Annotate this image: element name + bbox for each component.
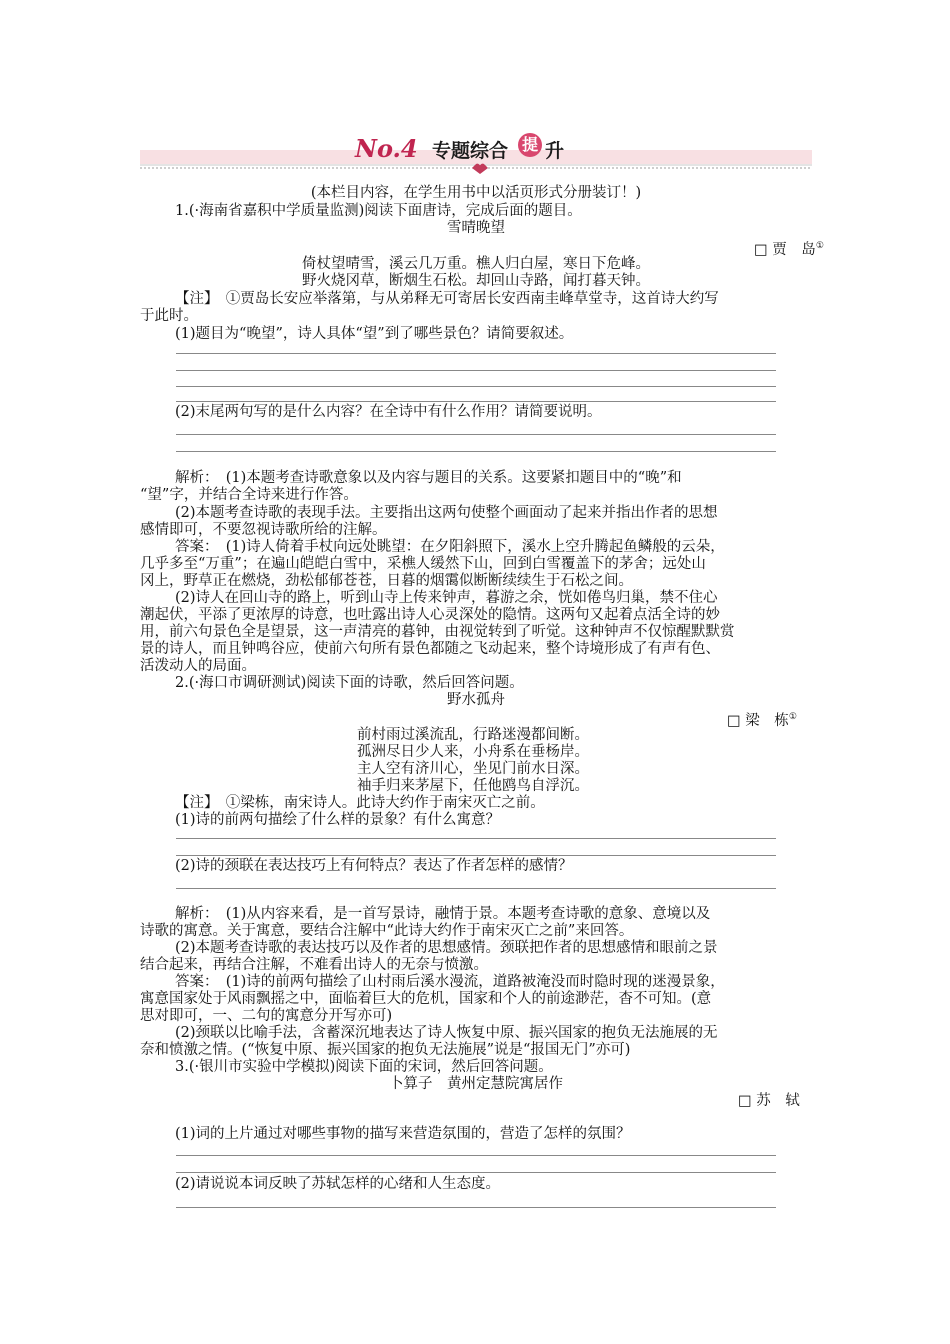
q2-answer-1: 答案： (1)诗的前两句描绘了山村雨后溪水漫流，道路被淹没而时隐时现的迷漫景象，: [175, 974, 725, 990]
q2-analysis-3: (2)本题考查诗歌的表达技巧以及作者的思想感情。颈联把作者的思想感情和眼前之景: [175, 940, 718, 956]
q1-analysis-4: 感情即可，不要忽视诗歌所给的注解。: [140, 522, 387, 538]
q1-answer-1: 答案： (1)诗人倚着手杖向远处眺望：在夕阳斜照下，溪水上空升腾起鱼鳞般的云朵，: [175, 539, 725, 555]
q2-poem-line-3: 主人空有济川心，坐见门前水日深。: [357, 761, 589, 777]
q2-answer-4: (2)颈联以比喻手法，含蓄深沉地表达了诗人恢复中原、振兴国家的抱负无法施展的无: [175, 1025, 718, 1041]
q1-answer-3: 冈上，野草正在燃烧，劲松郁郁苍苍，日暮的烟霭似断断续续生于石松之间。: [140, 573, 633, 589]
q2-analysis-4: 结合起来，再结合注解，不难看出诗人的无奈与愤激。: [140, 957, 488, 973]
answer-line: [176, 1172, 776, 1173]
section-banner: [140, 128, 812, 178]
q2-sub-question-1: (1)诗的前两句描绘了什么样的景象？有什么寓意？: [175, 812, 501, 828]
answer-line: [176, 855, 776, 856]
q1-analysis-2: “望”字，并结合全诗来进行作答。: [140, 487, 358, 503]
q2-answer-2: 寓意国家处于风雨飘摇之中，面临着巨大的危机，国家和个人的前途渺茫，杳不可知。(意: [140, 991, 712, 1007]
answer-line: [176, 1155, 776, 1156]
q1-poem-line-1: 倚杖望晴雪，溪云几万重。樵人归白屋，寒日下危峰。: [302, 256, 650, 272]
q1-answer-5: 潮起伏，平添了更浓厚的诗意，也吐露出诗人心灵深处的隐情。这两句又起着点活全诗的妙: [140, 607, 720, 623]
q1-prompt: 1.(·海南省嘉积中学质量监测)阅读下面唐诗，完成后面的题目。: [175, 203, 582, 219]
q1-sub-question-2: (2)末尾两句写的是什么内容？在全诗中有什么作用？请简要说明。: [175, 404, 602, 420]
q1-poem-title: 雪晴晚望: [447, 220, 505, 236]
banner-title-tail: 升: [545, 140, 565, 162]
q2-answer-5: 奈和愤激之情。(“恢复中原、振兴国家的抱负无法施展”说是“报国无门”亦可): [140, 1042, 631, 1058]
q3-author: □ 苏 轼: [738, 1093, 800, 1109]
q1-annotation-1: 【注】 ①贾岛长安应举落第，与从弟释无可寄居长安西南圭峰草堂寺，这首诗大约写: [175, 291, 719, 307]
answer-line: [176, 888, 776, 889]
q2-poem-line-2: 孤洲尽日少人来，小舟系在垂杨岸。: [357, 744, 589, 760]
q1-answer-7: 景的诗人，而且钟鸣谷应，使前六句所有景色都随之飞动起来，整个诗境形成了有声有色、: [140, 641, 720, 657]
q1-answer-4: (2)诗人在回山寺的路上，听到山寺上传来钟声，暮游之余，恍如倦鸟归巢，禁不住心: [175, 590, 718, 606]
q1-poem-line-2: 野火烧冈草，断烟生石松。却回山寺路，闻打暮天钟。: [302, 273, 650, 289]
q2-analysis-2: 诗歌的寓意。关于寓意，要结合注解中“此诗大约作于南宋灭亡之前”来回答。: [140, 923, 634, 939]
q3-poem-title: 卜算子 黄州定慧院寓居作: [389, 1076, 563, 1092]
q2-annotation: 【注】 ①梁栋，南宋诗人。此诗大约作于南宋灭亡之前。: [175, 795, 545, 811]
q2-poem-line-1: 前村雨过溪流乱，行路迷漫都间断。: [357, 727, 589, 743]
q1-author-name: □ 贾 岛: [754, 241, 816, 258]
q2-poem-line-4: 袖手归来茅屋下，任他鸥鸟自浮沉。: [357, 778, 589, 794]
q2-author: [727, 709, 797, 730]
q1-annotation-2: 于此时。: [140, 308, 198, 324]
answer-line: [176, 1207, 776, 1208]
q1-author-mark: ①: [815, 241, 824, 251]
answer-line: [176, 370, 776, 371]
answer-line: [176, 353, 776, 354]
q2-author-mark: ①: [788, 712, 797, 722]
q1-answer-2: 几乎多至“万重”；在遍山皑皑白雪中，采樵人缓然下山，回到白雪覆盖下的茅舍；远处山: [140, 556, 706, 572]
q2-analysis-1: 解析： (1)从内容来看，是一首写景诗，融情于景。本题考查诗歌的意象、意境以及: [175, 906, 711, 922]
banner-number: No.4: [355, 134, 418, 163]
q1-answer-6: 用，前六句景色全是望景，这一声清亮的暮钟，由视觉转到了听觉。这种钟声不仅惊醒默默赏: [140, 624, 735, 640]
q3-sub-question-2: (2)请说说本词反映了苏轼怎样的心绪和人生态度。: [175, 1176, 501, 1192]
banner-badge-text: 提: [521, 135, 538, 154]
binding-note: (本栏目内容，在学生用书中以活页形式分册装订！): [310, 185, 642, 201]
answer-line: [176, 451, 776, 452]
answer-line: [176, 838, 776, 839]
q2-sub-question-2: (2)诗的颈联在表达技巧上有何特点？表达了作者怎样的感情？: [175, 858, 573, 874]
q1-analysis-3: (2)本题考查诗歌的表现手法。主要指出这两句使整个画面动了起来并指出作者的思想: [175, 505, 718, 521]
q2-poem-title: 野水孤舟: [447, 692, 505, 708]
q3-prompt: 3.(·银川市实验中学模拟)阅读下面的宋词，然后回答问题。: [175, 1059, 553, 1075]
q1-answer-8: 活泼动人的局面。: [140, 658, 256, 674]
answer-line: [176, 434, 776, 435]
answer-line: [176, 401, 776, 402]
q2-prompt: 2.(·海口市调研测试)阅读下面的诗歌，然后回答问题。: [175, 675, 524, 691]
q2-answer-3: 思对即可，一、二句的寓意分开写亦可): [140, 1008, 393, 1024]
answer-line: [176, 386, 776, 387]
q1-sub-question-1: (1)题目为“晚望”，诗人具体“望”到了哪些景色？请简要叙述。: [175, 326, 574, 342]
banner-title: 专题综合: [432, 140, 509, 162]
banner-badge: [518, 133, 542, 157]
q3-sub-question-1: (1)词的上片通过对哪些事物的描写来营造氛围的，营造了怎样的氛围？: [175, 1126, 631, 1142]
q1-analysis-1: 解析： (1)本题考查诗歌意象以及内容与题目的关系。这要紧扣题目中的“晚”和: [175, 470, 682, 486]
q2-author-name: □ 梁 栋: [727, 712, 789, 729]
